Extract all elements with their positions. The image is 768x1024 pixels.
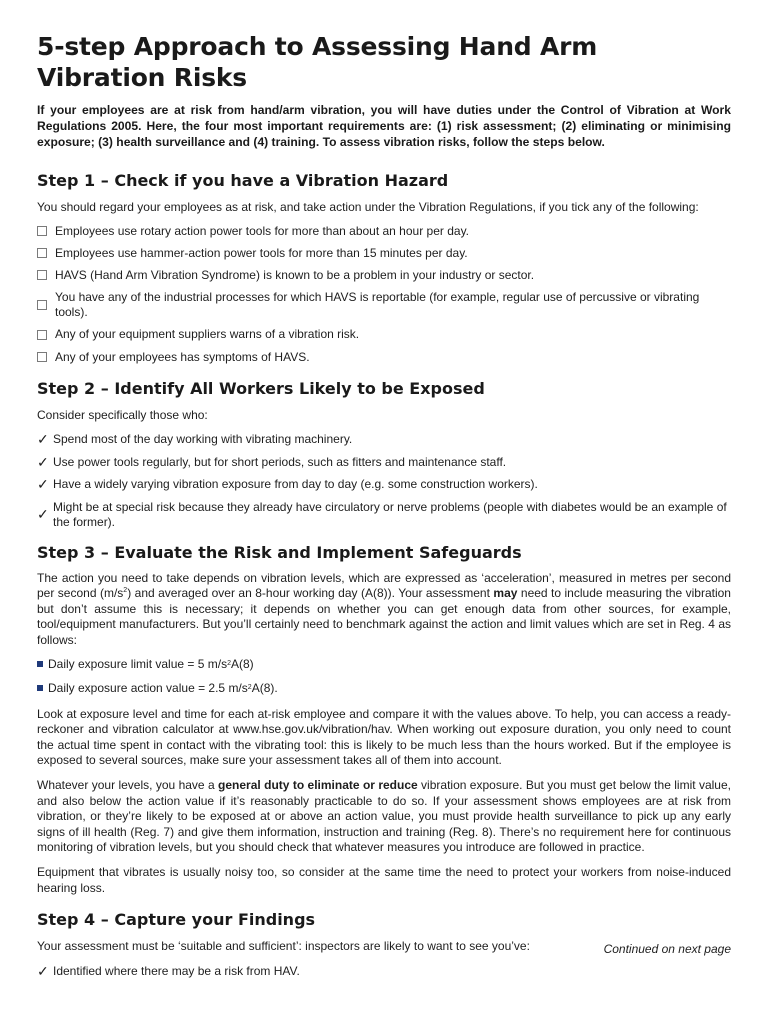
- lead-text-c: need to include measuring the vibration but don’t assume this is necessary; it depends on whether you can get enough data from other sources, for example, tool/equipment manufacturers. But you’ll certainly need to benchmark against the action and limit values which are set in Reg. 4 as follows:: [37, 586, 731, 647]
- square-bullet-icon: [37, 685, 43, 691]
- step-4-list: [37, 964, 731, 979]
- duty-text-a: Whatever your levels, you have a: [37, 777, 219, 792]
- checklist-item: [37, 327, 731, 342]
- list-item-text: Identified where there may be a risk from HAV.: [53, 963, 300, 978]
- checklist-item: [37, 268, 731, 283]
- step-3-paragraph-duty: [37, 778, 731, 856]
- checkbox-icon[interactable]: [37, 270, 47, 280]
- intro-paragraph: If your employees are at risk from hand/arm vibration, you will have duties under the Control of Vibration at Work Regulations 2005. Here, the four most important requirements are: (1) risk assessment; (2) eliminating or minimising exposure; (3) health surveillance and (4) training. To assess vibration risks, follow the steps below.: [37, 103, 731, 149]
- step-4-lead: Your assessment must be ‘suitable and sufficient’: inspectors are likely to want to see you’ve:: [37, 939, 530, 954]
- step-3-paragraph-noise: Equipment that vibrates is usually noisy too, so consider at the same time the need to protect your workers from noise-induced hearing loss.: [37, 864, 731, 895]
- title-line-2: Vibration Risks: [37, 63, 247, 92]
- limit-value-text: Daily exposure limit value = 5 m/s: [48, 656, 228, 671]
- step-1-section: [37, 171, 731, 365]
- list-item: [37, 477, 731, 492]
- list-item-text: Spend most of the day working with vibrating machinery.: [53, 432, 353, 447]
- list-item-text: Might be at special risk because they already have circulatory or nerve problems (people with diabetes would be an example of the former).: [53, 499, 727, 529]
- lead-text-b: ) and averaged over an 8-hour working day (A(8)). Your assessment: [127, 586, 494, 601]
- checkbox-icon[interactable]: [37, 300, 47, 310]
- duty-text-b: vibration exposure. But you must get below the limit value, and also below the action value if it’s reasonably practicable to do so. If your assessment shows employees are at risk from vibration, or they’re likely to be exposed at or above an action value, you must provide health surveillance to pick up any early signs of ill health (Reg. 7) and give them information, instruction and training (Reg. 8). There’s no requirement here for continuous monitoring of vibration levels, but you should check that whatever measures you introduce are followed in practice.: [37, 777, 731, 855]
- check-mark-icon: ✓: [37, 962, 49, 979]
- step-1-checklist: [37, 224, 731, 365]
- checkbox-icon[interactable]: [37, 226, 47, 236]
- check-mark-icon: ✓: [37, 431, 49, 448]
- step-4-heading: Step 4 – Capture your Findings: [37, 910, 316, 930]
- checkbox-icon[interactable]: [37, 330, 47, 340]
- check-mark-icon: ✓: [37, 506, 49, 523]
- step-1-heading: Step 1 – Check if you have a Vibration Hazard: [37, 171, 449, 190]
- lead-emphasis: may: [493, 586, 518, 601]
- step-2-list: [37, 432, 731, 530]
- checklist-item: [37, 246, 731, 261]
- limit-value-item: Daily exposure limit value = 5 m/s 2 A(8): [37, 657, 731, 672]
- duty-emphasis: general duty to eliminate or reduce: [218, 777, 418, 792]
- checklist-item-text: Any of your employees has symptoms of HAVS.: [55, 349, 310, 364]
- step-2-section: [37, 379, 731, 530]
- step-3-paragraph-exposure: Look at exposure level and time for each at-risk employee and compare it with the values above. To help, you can access a ready-reckoner and vibration calculator at www.hse.gov.uk/vibration/hav. When working out exposure duration, you only need to count the actual time spent in contact with the vibrating tool: this is likely to be much less than the hours worked. But if the employee is exposed to several sources, make sure your assessment takes all of them into account.: [37, 706, 731, 768]
- checklist-item-text: Any of your equipment suppliers warns of a vibration risk.: [55, 327, 360, 342]
- list-item: [37, 964, 731, 979]
- superscript: 2: [123, 587, 128, 595]
- checklist-item: [37, 350, 731, 365]
- step-2-lead: Consider specifically those who:: [37, 407, 208, 422]
- checkbox-icon[interactable]: [37, 248, 47, 258]
- check-mark-icon: ✓: [37, 476, 49, 493]
- square-bullet-icon: [37, 661, 43, 667]
- list-item-text: Have a widely varying vibration exposure from day to day (e.g. some construction workers).: [53, 477, 538, 492]
- step-3-lead: [37, 571, 731, 649]
- list-item-text: Use power tools regularly, but for short periods, such as fitters and maintenance staff.: [53, 454, 507, 469]
- action-value-unit: A(8).: [251, 680, 278, 695]
- checklist-item-text: HAVS (Hand Arm Vibration Syndrome) is known to be a problem in your industry or sector.: [55, 267, 535, 282]
- continued-note: Continued on next page: [603, 942, 731, 956]
- action-value-text: Daily exposure action value = 2.5 m/s: [48, 680, 248, 695]
- list-item: [37, 455, 731, 470]
- checkbox-icon[interactable]: [37, 352, 47, 362]
- list-item: [37, 500, 731, 530]
- checklist-item-text: Employees use hammer-action power tools for more than 15 minutes per day.: [55, 245, 468, 260]
- list-item: [37, 432, 731, 447]
- page-title: [37, 31, 731, 93]
- checklist-item-text: You have any of the industrial processes for which HAVS is reportable (for example, regular use of percussive or vibrating tools).: [55, 290, 700, 320]
- title-line-1: 5-step Approach to Assessing Hand Arm: [37, 32, 598, 61]
- step-3-section: [37, 543, 731, 897]
- action-value-item: Daily exposure action value = 2.5 m/s 2 A(8).: [37, 681, 731, 696]
- lead-text-a: The action you need to take depends on vibration levels, which are expressed as ‘acceleration’, measured in metres per second per second (m/s: [37, 570, 731, 601]
- step-3-heading: Step 3 – Evaluate the Risk and Implement Safeguards: [37, 542, 522, 562]
- step-3-values-list: [37, 657, 731, 696]
- step-1-lead: You should regard your employees as at risk, and take action under the Vibration Regulations, if you tick any of the following:: [37, 200, 699, 214]
- check-mark-icon: ✓: [37, 453, 49, 470]
- limit-value-unit: A(8): [230, 656, 254, 671]
- checklist-item-text: Employees use rotary action power tools for more than about an hour per day.: [55, 223, 470, 238]
- step-2-heading: Step 2 – Identify All Workers Likely to be Exposed: [37, 378, 485, 398]
- checklist-item: [37, 224, 731, 239]
- checklist-item: [37, 290, 731, 320]
